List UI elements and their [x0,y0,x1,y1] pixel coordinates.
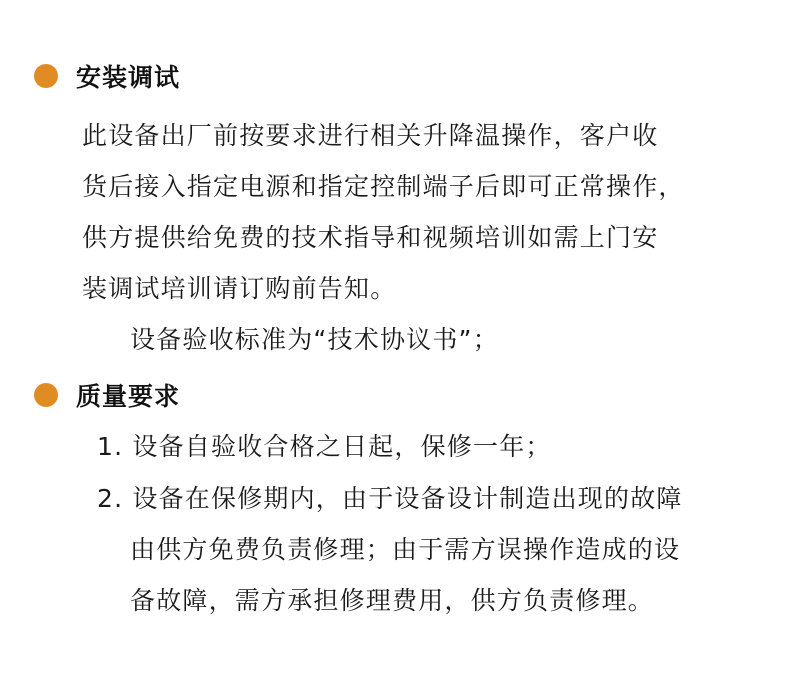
section-heading-quality [34,378,180,412]
paragraph-line: 货后接入指定电源和指定控制端子后即可正常操作， [82,172,685,201]
paragraph-line: 装调试培训请订购前告知。 [82,274,397,303]
section-title: 安装调试 [76,63,181,92]
list-item-1: 1. 设备自验收合格之日起，保修一年； [97,432,552,461]
orange-bullet-icon [34,64,58,88]
section-title: 质量要求 [76,382,181,411]
orange-bullet-icon [34,383,58,407]
list-item-2: 2. 设备在保修期内，由于设备设计制造出现的故障 [97,484,683,513]
section-heading-installation [34,59,180,93]
paragraph-line: 此设备出厂前按要求进行相关升降温操作，客户收 [82,121,659,150]
list-item-2-continuation: 备故障，需方承担修理费用，供方负责修理。 [130,586,655,615]
acceptance-standard-line: 设备验收标准为“技术协议书”； [130,325,499,354]
paragraph-line: 供方提供给免费的技术指导和视频培训如需上门安 [82,223,659,252]
list-item-2-continuation: 由供方免费负责修理；由于需方误操作造成的设 [130,535,681,564]
